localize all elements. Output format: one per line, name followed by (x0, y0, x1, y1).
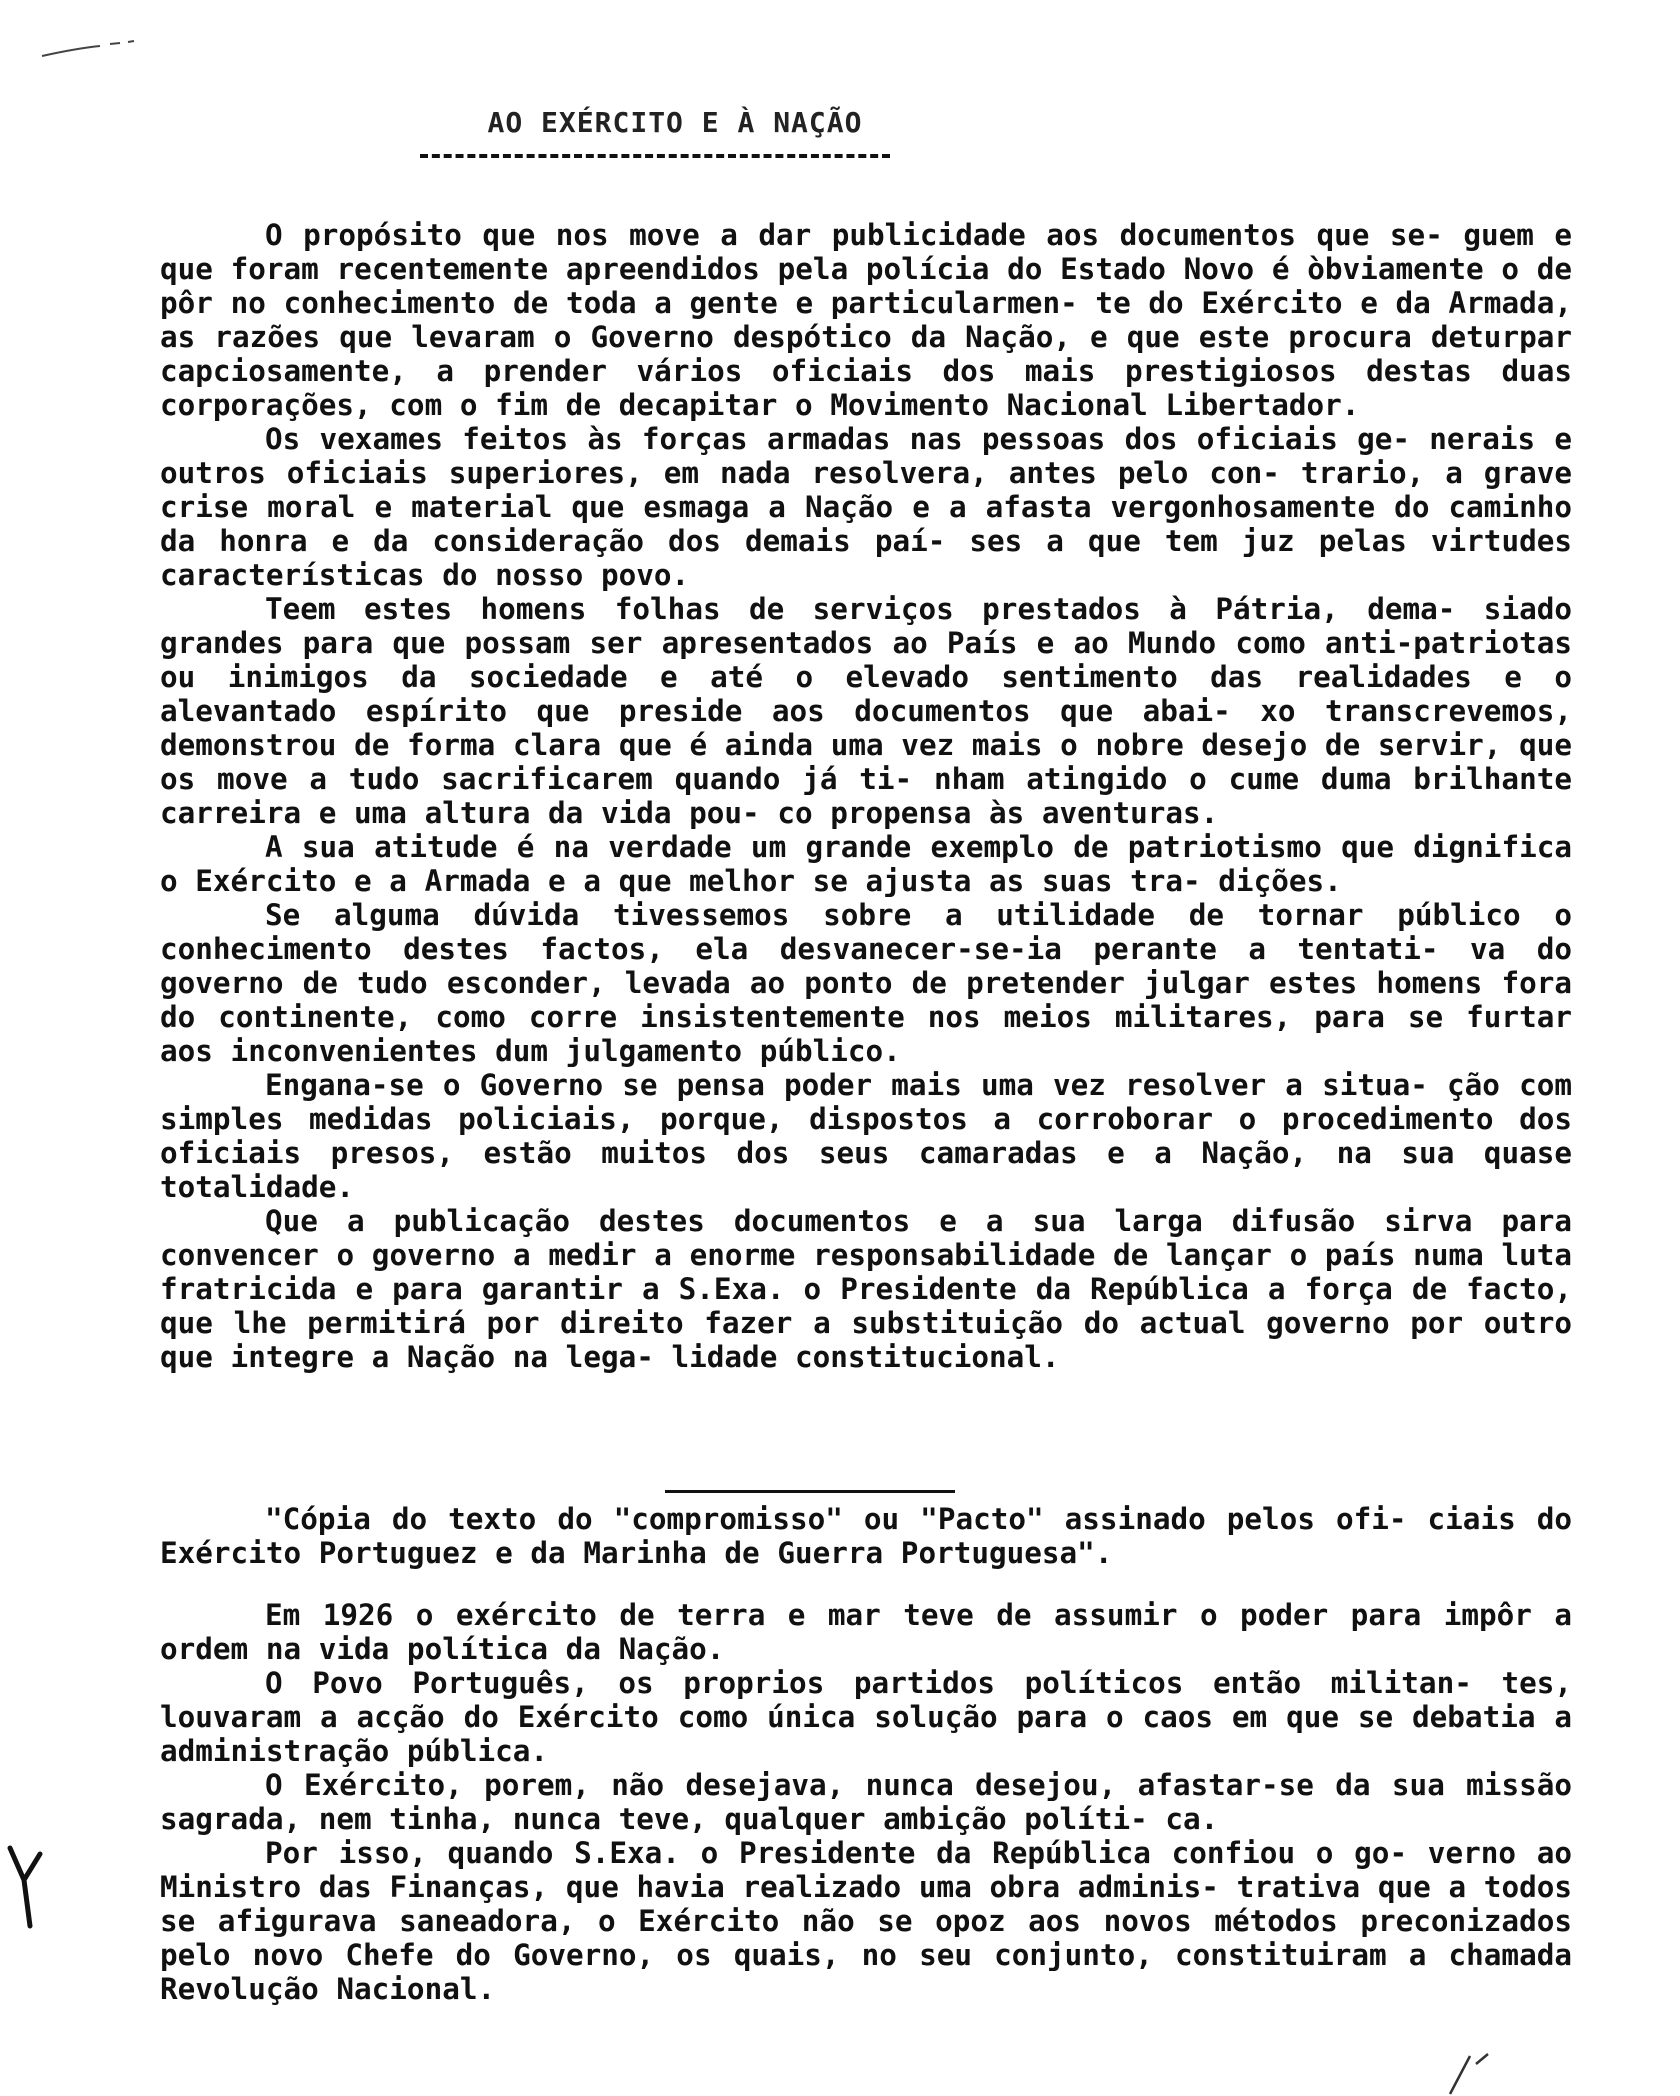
paragraph: O Exército, porem, não desejava, nunca desejou, afastar-se da sua missão sagrada, nem tinha, nunca teve, qualquer ambição políti- ca. (160, 1768, 1572, 1836)
paragraph: Engana-se o Governo se pensa poder mais uma vez resolver a situa- ção com simples medidas policiais, porque, dispostos a corroborar o procedimento dos oficiais presos, estão muitos dos seus camaradas e a Nação, na sua quase totalidade. (160, 1068, 1572, 1204)
page-mark (1440, 2050, 1500, 2096)
pact-section (160, 1598, 1572, 2006)
paragraph: Teem estes homens folhas de serviços prestados à Pátria, dema- siado grandes para que possam ser apresentados ao País e ao Mundo como anti-patriotas ou inimigos da sociedade e até o elevado sentimento das realidades e o alevantado espírito que preside aos documentos que abai- xo transcrevemos, demonstrou de forma clara que é ainda uma vez mais o nobre desejo de servir, que os move a tudo sacrificarem quando já ti- nham atingido o cume duma brilhante carreira e uma altura da vida pou- co propensa às aventuras. (160, 592, 1572, 830)
pact-heading-section (160, 1502, 1572, 1570)
document-title: AO EXÉRCITO E À NAÇÃO (487, 106, 863, 139)
paragraph: O propósito que nos move a dar publicidade aos documentos que se- guem e que foram recentemente apreendidos pela polícia do Estado Novo é òbviamente o de pôr no conhecimento de toda a gente e particularmen- te do Exército e da Armada, as razões que levaram o Governo despótico da Nação, e que este procura deturpar capciosamente, a prender vários oficiais dos mais prestigiosos destas duas corporações, com o fim de decapitar o Movimento Nacional Libertador. (160, 218, 1572, 422)
paragraph: Os vexames feitos às forças armadas nas pessoas dos oficiais ge- nerais e outros oficiais superiores, em nada resolvera, antes pelo con- trario, a grave crise moral e material que esmaga a Nação e a afasta vergonhosamente do caminho da honra e da consideração dos demais paí- ses a que tem juz pelas virtudes características do nosso povo. (160, 422, 1572, 592)
paragraph: A sua atitude é na verdade um grande exemplo de patriotismo que dignifica o Exército e a Armada e a que melhor se ajusta as suas tra- dições. (160, 830, 1572, 898)
section-divider (665, 1490, 955, 1493)
title-underline (420, 154, 890, 158)
paragraph: O Povo Português, os proprios partidos políticos então militan- tes, louvaram a acção do Exército como única solução para o caos em que se debatia a administração pública. (160, 1666, 1572, 1768)
margin-check-mark (6, 1840, 48, 1930)
paragraph: Por isso, quando S.Exa. o Presidente da República confiou o go- verno ao Ministro das Finanças, que havia realizado uma obra adminis- trativa que a todos se afigurava saneadora, o Exército não se opoz aos novos métodos preconizados pelo novo Chefe do Governo, os quais, no seu conjunto, constituiram a chamada Revolução Nacional. (160, 1836, 1572, 2006)
pencil-mark (40, 38, 150, 62)
pact-heading: "Cópia do texto do "compromisso" ou "Pacto" assinado pelos ofi- ciais do Exército Portuguez e da Marinha de Guerra Portuguesa". (160, 1502, 1572, 1570)
paragraph: Em 1926 o exército de terra e mar teve de assumir o poder para impôr a ordem na vida política da Nação. (160, 1598, 1572, 1666)
intro-section (160, 218, 1572, 1374)
paragraph: Se alguma dúvida tivessemos sobre a utilidade de tornar público o conhecimento destes factos, ela desvanecer-se-ia perante a tentati- va do governo de tudo esconder, levada ao ponto de pretender julgar estes homens fora do continente, como corre insistentemente nos meios militares, para se furtar aos inconvenientes dum julgamento público. (160, 898, 1572, 1068)
paragraph: Que a publicação destes documentos e a sua larga difusão sirva para convencer o governo a medir a enorme responsabilidade de lançar o país numa luta fratricida e para garantir a S.Exa. o Presidente da República a força de facto, que lhe permitirá por direito fazer a substituição do actual governo por outro que integre a Nação na lega- lidade constitucional. (160, 1204, 1572, 1374)
